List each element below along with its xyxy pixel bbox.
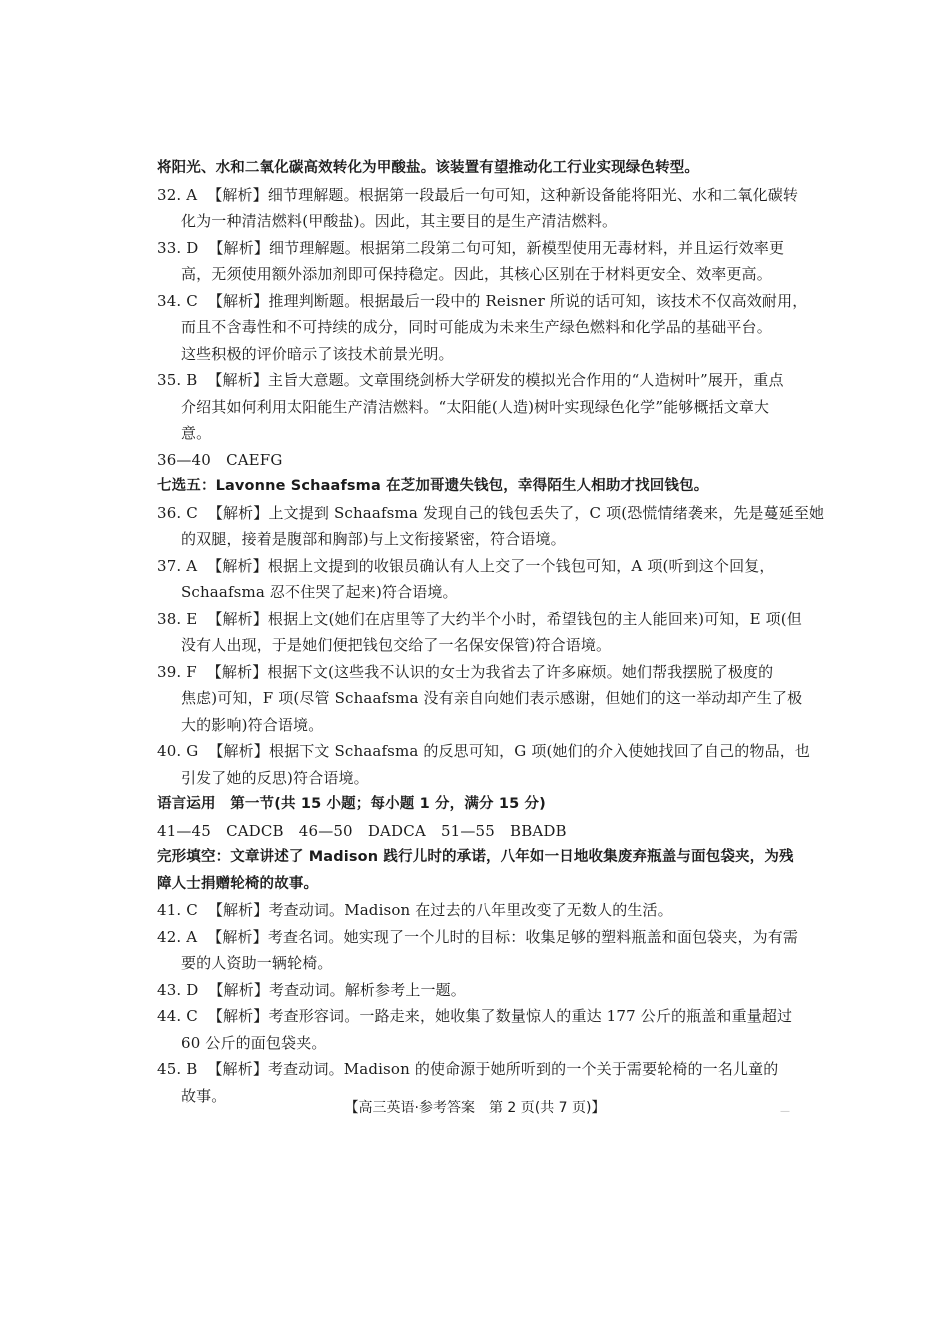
answers-41-55: 41—45 CADCB 46—50 DADCA 51—55 BBADB bbox=[157, 821, 567, 840]
intro-line: 将阳光、水和二氧化碳高效转化为甲酸盐。该装置有望推动化工行业实现绿色转型。 bbox=[157, 160, 700, 176]
cloze-heading: 障人士捐赠轮椅的故事。 bbox=[157, 875, 319, 892]
item-number: 40. G bbox=[157, 742, 199, 760]
cloze-heading: 完形填空：文章讲述了 Madison 践行儿时的承诺，八年如一日地收集废弃瓶盖与面包袋夹，为残 bbox=[157, 849, 794, 865]
seven-choose-five-heading: 七选五：Lavonne Schaafsma 在芝加哥遗失钱包，幸得陌生人相助才找回钱包。 bbox=[157, 478, 709, 494]
item-text: 大的影响)符合语境。 bbox=[181, 715, 324, 734]
answer-item-37 bbox=[157, 553, 797, 580]
item-text: 【解析】主旨大意题。文章围绕剑桥大学研发的模拟光合作用的“人造树叶”展开，重点 bbox=[207, 371, 784, 389]
answer-key-page bbox=[157, 155, 825, 1109]
item-text: 要的人资助一辆轮椅。 bbox=[181, 954, 333, 972]
answer-item-42 bbox=[157, 924, 797, 951]
item-number: 38. E bbox=[157, 609, 198, 628]
item-text: 焦虑)可知，F 项(尽管 Schaafsma 没有亲自向她们表示感谢，但她们的这一举动却产生了极 bbox=[181, 689, 803, 707]
item-text: 的双腿，接着是腹部和胸部)与上文衔接紧密，符合语境。 bbox=[181, 530, 566, 548]
item-text: 【解析】细节理解题。根据第二段第二句可知，新模型使用无毒材料，并且运行效率更 bbox=[208, 238, 785, 257]
item-number: 45. B bbox=[157, 1060, 198, 1078]
page-footer: 【高三英语·参考答案 第 2 页(共 7 页)】 bbox=[344, 1100, 606, 1116]
answer-item-32 bbox=[157, 182, 797, 209]
item-text: 而且不含毒性和不可持续的成分，同时可能成为未来生产绿色燃料和化学品的基础平台。 bbox=[181, 318, 772, 336]
answer-item-35 bbox=[157, 367, 797, 394]
answers-36-40: 36—40 CAEFG bbox=[157, 450, 283, 469]
answer-item-33 bbox=[157, 235, 797, 262]
answer-item-45 bbox=[157, 1056, 797, 1083]
item-text: 【解析】考查形容词。一路走来，她收集了数量惊人的重达 177 公斤的瓶盖和重量超过 bbox=[207, 1007, 793, 1025]
item-text: 【解析】根据下文(这些我不认识的女士为我省去了许多麻烦。她们帮我摆脱了极度的 bbox=[206, 662, 774, 681]
item-text: 【解析】考查名词。她实现了一个儿时的目标：收集足够的塑料瓶盖和面包袋夹，为有需 bbox=[207, 927, 799, 946]
item-text: 【解析】根据上文提到的收银员确认有人上交了一个钱包可知，A 项(听到这个回复， bbox=[207, 556, 775, 575]
item-number: 34. C bbox=[157, 291, 198, 310]
answer-item-43 bbox=[157, 977, 797, 1004]
item-number: 35. B bbox=[157, 371, 198, 389]
answer-item-39 bbox=[157, 659, 797, 686]
footer-mark: — bbox=[780, 1106, 790, 1117]
item-text: 这些积极的评价暗示了该技术前景光明。 bbox=[181, 344, 454, 363]
answer-item-41 bbox=[157, 897, 797, 924]
item-text: 【解析】考查动词。Madison 在过去的八年里改变了无数人的生活。 bbox=[207, 901, 673, 919]
item-text: Schaafsma 忍不住哭了起来)符合语境。 bbox=[181, 583, 458, 601]
language-use-heading: 语言运用 第一节(共 15 小题；每小题 1 分，满分 15 分) bbox=[157, 796, 546, 812]
item-number: 32. A bbox=[157, 185, 198, 204]
item-text: 化为一种清洁燃料(甲酸盐)。因此，其主要目的是生产清洁燃料。 bbox=[181, 212, 618, 230]
item-text: 【解析】上文提到 Schaafsma 发现自己的钱包丢失了，C 项(恐慌情绪袭来，先是蔓延至她 bbox=[207, 503, 825, 522]
item-number: 36. C bbox=[157, 503, 198, 522]
item-text: 故事。 bbox=[181, 1086, 227, 1105]
item-text: 高，无须使用额外添加剂即可保持稳定。因此，其核心区别在于材料更安全、效率更高。 bbox=[181, 265, 772, 283]
answer-item-44 bbox=[157, 1003, 797, 1030]
item-text: 60 公斤的面包袋夹。 bbox=[181, 1033, 327, 1052]
item-text: 【解析】推理判断题。根据最后一段中的 Reisner 所说的话可知，该技术不仅高效耐用， bbox=[207, 291, 808, 310]
item-number: 43. D bbox=[157, 980, 199, 999]
item-text: 【解析】考查动词。Madison 的使命源于她所听到的一个关于需要轮椅的一名儿童的 bbox=[207, 1060, 779, 1078]
answer-item-36 bbox=[157, 500, 825, 527]
item-number: 37. A bbox=[157, 556, 198, 575]
item-text: 没有人出现，于是她们便把钱包交给了一名保安保管)符合语境。 bbox=[181, 636, 612, 654]
item-text: 引发了她的反思)符合语境。 bbox=[181, 768, 369, 787]
item-text: 介绍其如何利用太阳能生产清洁燃料。“太阳能(人造)树叶实现绿色化学”能够概括文章大 bbox=[181, 397, 770, 416]
item-text: 【解析】根据上文(她们在店里等了大约半个小时，希望钱包的主人能回来)可知，E 项(但 bbox=[207, 609, 802, 628]
item-text: 意。 bbox=[181, 424, 212, 442]
item-text: 【解析】细节理解题。根据第一段最后一句可知，这种新设备能将阳光、水和二氧化碳转 bbox=[207, 185, 799, 204]
item-number: 42. A bbox=[157, 927, 198, 946]
item-text: 【解析】考查动词。解析参考上一题。 bbox=[208, 980, 466, 999]
item-text: 【解析】根据下文 Schaafsma 的反思可知，G 项(她们的介入使她找回了自己的物品，也 bbox=[208, 742, 811, 760]
item-number: 39. F bbox=[157, 662, 197, 681]
item-number: 33. D bbox=[157, 238, 199, 257]
answer-item-38 bbox=[157, 606, 802, 633]
answer-item-34 bbox=[157, 288, 808, 315]
item-number: 44. C bbox=[157, 1007, 198, 1025]
answer-item-40 bbox=[157, 738, 811, 765]
item-number: 41. C bbox=[157, 901, 198, 919]
